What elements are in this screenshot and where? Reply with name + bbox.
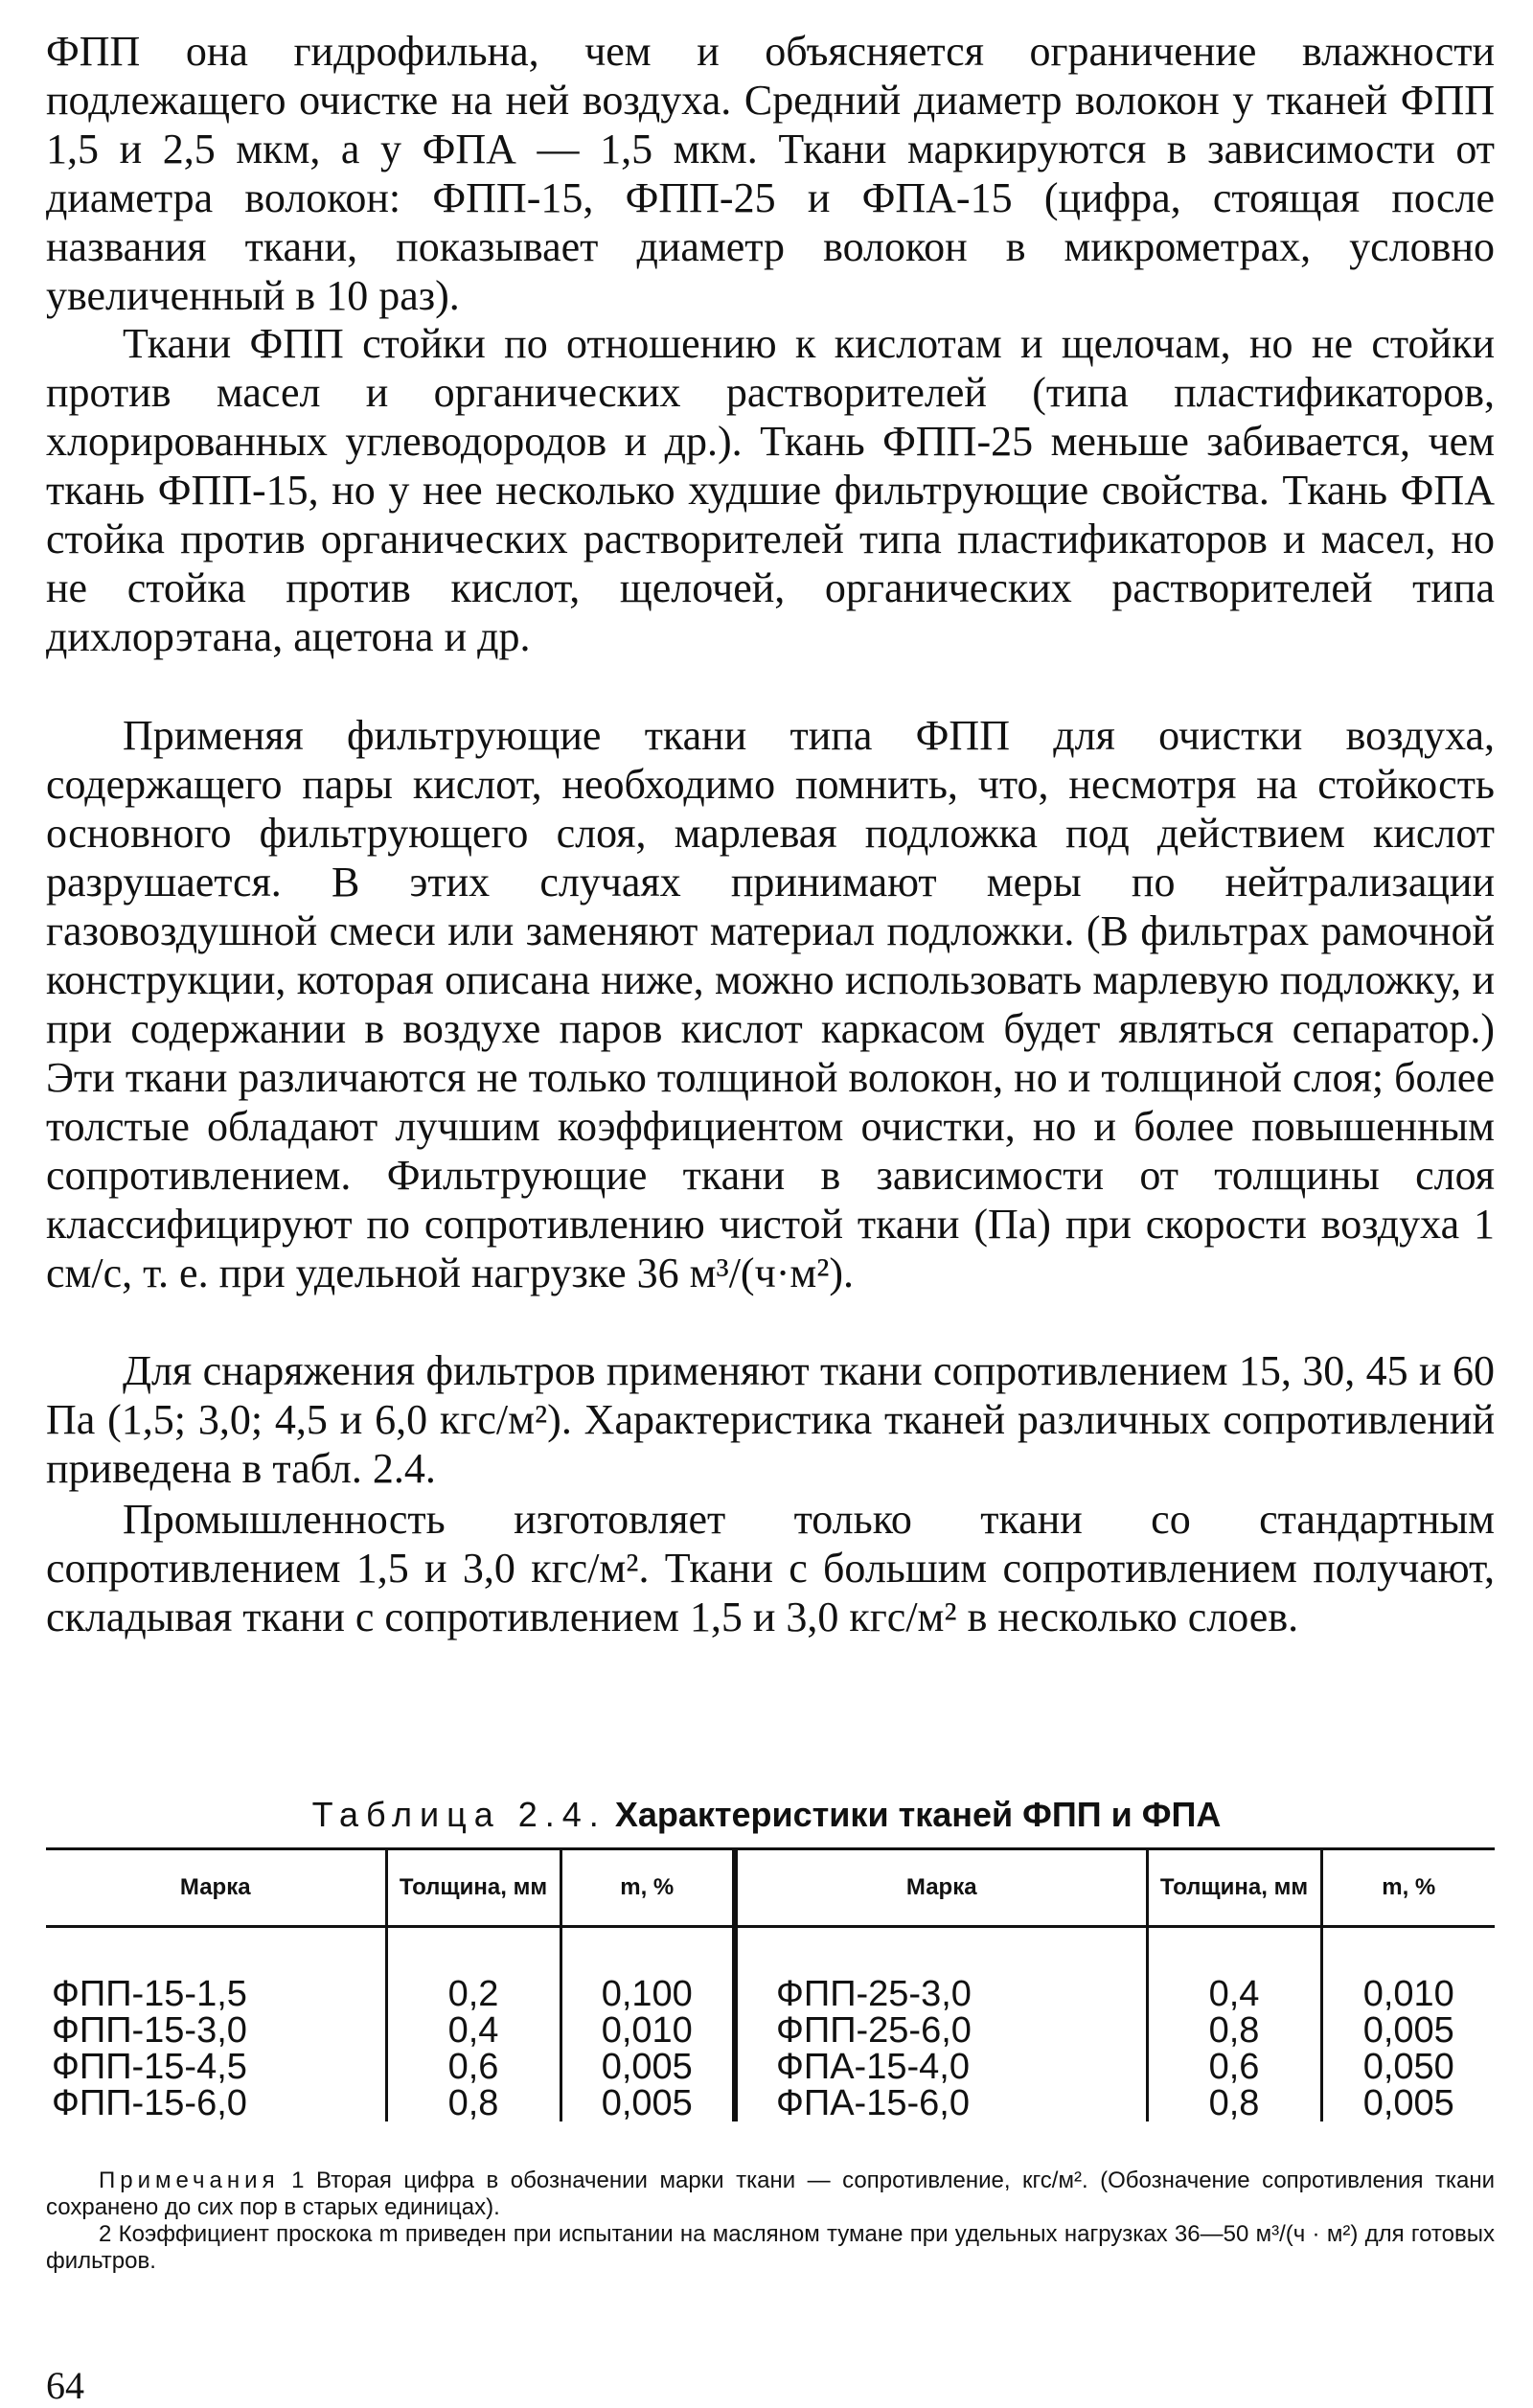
- header-thickness-right: Толщина, мм: [1147, 1849, 1321, 1927]
- cell-brand-right: ФПП-25-3,0: [735, 1927, 1147, 2013]
- header-brand-right: Марка: [735, 1849, 1147, 1927]
- notes-lead: Примечания: [99, 2167, 280, 2193]
- cell-m-left: 0,010: [561, 2012, 735, 2049]
- table-row: [46, 2012, 1495, 2049]
- table-header-row: [46, 1849, 1495, 1927]
- table-row: [46, 2049, 1495, 2085]
- cell-brand-left: ФПП-15-3,0: [52, 2010, 247, 2051]
- cell-brand-right: ФПА-15-4,0: [735, 2049, 1147, 2085]
- cell-m-right: 0,050: [1321, 2049, 1495, 2085]
- cell-brand-left: ФПП-15-4,5: [52, 2047, 247, 2087]
- header-m-left: m, %: [561, 1849, 735, 1927]
- paragraph-3: Применяя фильтрующие ткани типа ФПП для очистки воздуха, содержащего пары кислот, необходимо помнить, что, несмотря на стойкость основного фильтрующего слоя, марлевая подложка под действием кислот разрушается. В этих случаях принимают меры по нейтрализации газовоздушной смеси или заменяют материал подложки. (В фильтрах рамочной конструкции, которая описана ниже, можно использовать марлевую подложку, и при содержании в воздухе паров кислот каркасом будет являться сепаратор.) Эти ткани различаются не только толщиной волокон, но и толщиной слоя; более толстые обладают лучшим коэффициентом очистки, но и более повышенным сопротивлением. Фильтрующие ткани в зависимости от толщины слоя классифицируют по сопротивлению чистой ткани (Па) при скорости воздуха 1 см/с, т. е. при удельной нагрузке 36 м³/(ч·м²).: [46, 712, 1495, 1296]
- cell-brand-left: ФПП-15-1,5: [52, 1974, 247, 2014]
- table-title: [0, 1795, 1533, 1835]
- cell-thickness-left: 0,2: [386, 1927, 561, 2013]
- cell-m-left: 0,005: [561, 2049, 735, 2085]
- paragraph-2: Ткани ФПП стойки по отношению к кислотам и щелочам, но не стойки против масел и органических растворителей (типа пластификаторов, хлорированных углеводородов и др.). Ткань ФПП-25 меньше забивается, чем ткань ФПП-15, но у нее несколько худшие фильтрующие свойства. Ткань ФПА стойка против органических растворителей типа пластификаторов и масел, но не стойка против кислот, щелочей, органических растворителей типа дихлорэтана, ацетона и др.: [46, 320, 1495, 660]
- cell-brand-right: ФПП-25-6,0: [735, 2012, 1147, 2049]
- cell-thickness-right: 0,8: [1147, 2085, 1321, 2121]
- cell-thickness-right: 0,6: [1147, 2049, 1321, 2085]
- note-1-text: 1 Вторая цифра в обозначении марки ткани — сопротивление, кгс/м². (Обозначение сопротивления ткани сохранено до сих пор в старых единицах).: [46, 2167, 1495, 2220]
- cell-thickness-right: 0,8: [1147, 2012, 1321, 2049]
- cell-m-left: 0,100: [561, 1927, 735, 2013]
- cell-m-right: 0,010: [1321, 1927, 1495, 2013]
- paragraph-1: ФПП она гидрофильна, чем и объясняется ограничение влажности подлежащего очистке на ней воздуха. Средний диаметр волокон у тканей ФПП 1,5 и 2,5 мкм, а у ФПА — 1,5 мкм. Ткани маркируются в зависимости от диаметра волокон: ФПП-15, ФПП-25 и ФПА-15 (цифра, стоящая после названия ткани, показывает диаметр волокон в микрометрах, условно увеличенный в 10 раз).: [46, 28, 1495, 319]
- cell-m-right: 0,005: [1321, 2085, 1495, 2121]
- header-m-right: m, %: [1321, 1849, 1495, 1927]
- table-row: [46, 1927, 1495, 2013]
- paragraph-5: Промышленность изготовляет только ткани со стандартным сопротивлением 1,5 и 3,0 кгс/м². Ткани с большим сопротивлением получают, складывая ткани с сопротивлением 1,5 и 3,0 кгс/м² в несколько слоев.: [46, 1496, 1495, 1640]
- cell-thickness-left: 0,4: [386, 2012, 561, 2049]
- cell-thickness-left: 0,6: [386, 2049, 561, 2085]
- cell-thickness-left: 0,8: [386, 2085, 561, 2121]
- cell-m-left: 0,005: [561, 2085, 735, 2121]
- paragraph-4: Для снаряжения фильтров применяют ткани сопротивлением 15, 30, 45 и 60 Па (1,5; 3,0; 4,5 и 6,0 кгс/м²). Характеристика тканей различных сопротивлений приведена в табл. 2.4.: [46, 1347, 1495, 1492]
- cell-brand-left: ФПП-15-6,0: [52, 2083, 247, 2123]
- cell-m-right: 0,005: [1321, 2012, 1495, 2049]
- fabric-characteristics-table: [46, 1847, 1495, 2121]
- cell-thickness-right: 0,4: [1147, 1927, 1321, 2013]
- page-number: 64: [46, 2364, 84, 2407]
- note-1: [46, 2167, 1495, 2221]
- header-thickness-left: Толщина, мм: [386, 1849, 561, 1927]
- table-title-lead: Таблица 2.4.: [311, 1795, 606, 1834]
- table-title-caption: Характеристики тканей ФПП и ФПА: [614, 1795, 1222, 1834]
- table-row: [46, 2085, 1495, 2121]
- note-2: 2 Коэффициент проскока m приведен при испытании на масляном тумане при удельных нагрузках 36—50 м³/(ч · м²) для готовых фильтров.: [46, 2221, 1495, 2274]
- cell-brand-right: ФПА-15-6,0: [735, 2085, 1147, 2121]
- table-notes: [46, 2167, 1495, 2275]
- header-brand-left: Марка: [46, 1849, 386, 1927]
